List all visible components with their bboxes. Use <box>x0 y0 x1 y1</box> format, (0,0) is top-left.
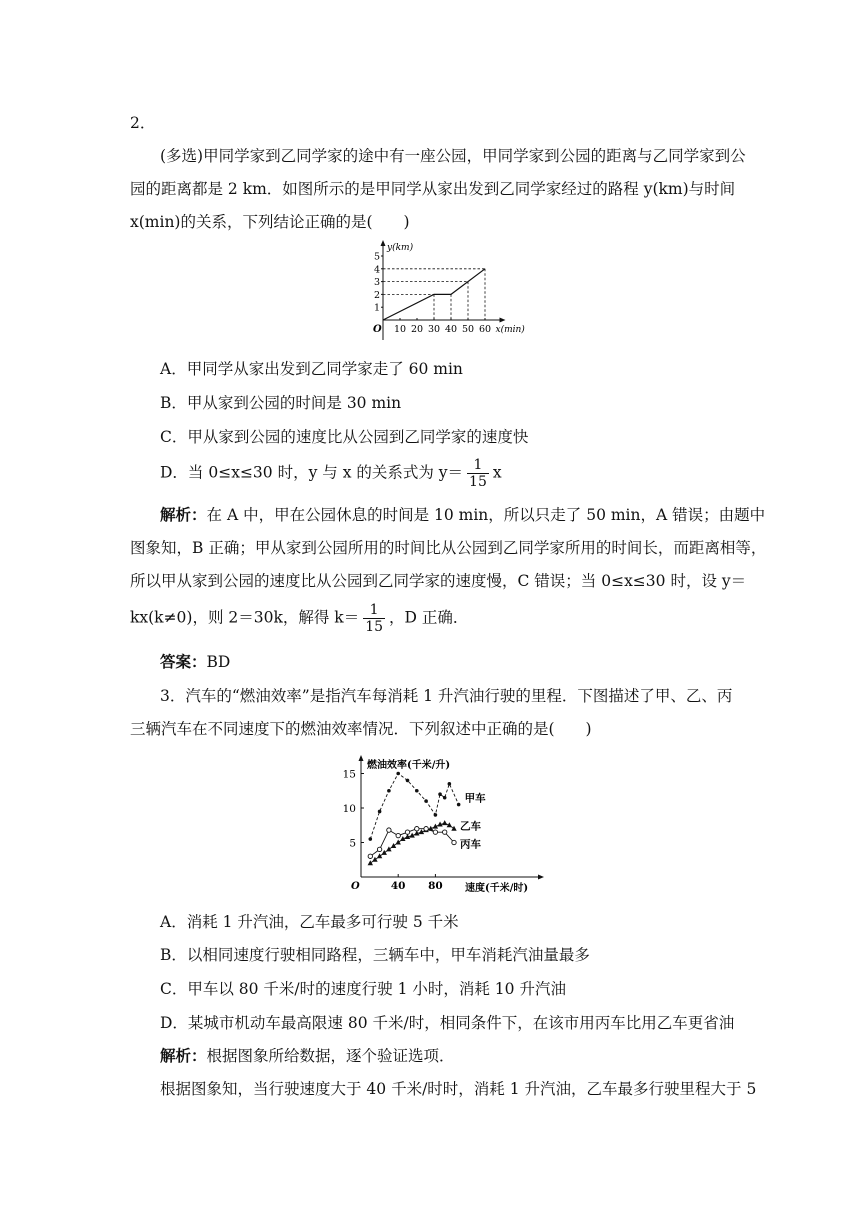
data-point-dot <box>378 810 382 814</box>
y-axis-label: y(km) <box>387 243 414 253</box>
x-tick-label: 40 <box>444 324 458 335</box>
data-point-circle <box>443 830 447 834</box>
series-label: 丙车 <box>460 838 481 851</box>
data-point-dot <box>406 779 410 783</box>
data-point-triangle <box>396 840 401 845</box>
data-point-dot <box>369 837 373 841</box>
series-label: 甲车 <box>464 792 486 805</box>
x-tick-label: 60 <box>478 324 492 335</box>
question-3-analysis-line-1 <box>160 1045 455 1067</box>
x-tick-label: 20 <box>410 324 424 335</box>
question-2-option-d[interactable] <box>160 457 502 490</box>
option-d-suffix: x <box>492 463 502 482</box>
x-axis-label: 速度(千米/时) <box>465 883 529 894</box>
fraction <box>467 457 489 490</box>
chart-distance-time <box>360 238 540 344</box>
analysis-line-4-prefix: kx(k≠0)，则 2＝30k，解得 k＝ <box>130 608 360 627</box>
data-point-dot <box>438 792 442 796</box>
data-point-triangle <box>451 826 456 831</box>
question-3-stem-line-1: 3．汽车的“燃油效率”是指汽车每消耗 1 升汽油行驶的里程．下图描述了甲、乙、丙 <box>160 687 733 705</box>
option-d-prefix: D．当 0≤x≤30 时，y 与 x 的关系式为 y＝ <box>160 463 464 482</box>
data-point-triangle <box>372 857 377 862</box>
analysis-text: 在 A 中，甲在公园休息的时间是 10 min，所以只走了 50 min，A 错误；由题中 <box>206 506 766 524</box>
analysis-text: 根据图象所给数据，逐个验证选项． <box>206 1047 455 1065</box>
question-3-analysis-line-2: 根据图象知，当行驶速度大于 40 千米/时时，消耗 1 升汽油，乙车最多行驶里程大于 5 <box>160 1080 757 1098</box>
question-2-answer <box>160 651 230 673</box>
question-2-analysis-line-1 <box>160 504 765 526</box>
x-axis-label: x(min) <box>495 325 525 335</box>
data-point-circle <box>452 840 456 844</box>
data-point-circle <box>377 847 381 851</box>
y-axis-label: 燃油效率(千米/升) <box>367 760 451 771</box>
data-point-triangle <box>368 860 373 865</box>
data-point-triangle <box>391 843 396 848</box>
data-point-dot <box>424 799 428 803</box>
question-2-analysis-line-3: 所以甲从家到公园的速度比从公园到乙同学家的速度慢，C 错误；当 0≤x≤30 时，设 y＝ <box>130 572 747 590</box>
analysis-line-4-suffix: ，D 正确． <box>389 608 469 627</box>
question-3-option-d[interactable]: D．某城市机动车最高限速 80 千米/时，相同条件下，在该市用丙车比用乙车更省油 <box>160 1014 735 1032</box>
data-point-circle <box>424 827 428 831</box>
analysis-label: 解析： <box>160 505 207 524</box>
y-tick-label: 5 <box>349 837 356 850</box>
data-point-circle <box>433 830 437 834</box>
origin-label: O <box>351 881 360 892</box>
question-2-stem-line-3: x(min)的关系，下列结论正确的是( ) <box>130 213 410 231</box>
question-3-option-c[interactable]: C．甲车以 80 千米/时的速度行驶 1 小时，消耗 10 升汽油 <box>160 980 566 998</box>
analysis-label: 解析： <box>160 1046 207 1065</box>
y-tick-label: 10 <box>342 803 356 815</box>
data-point-circle <box>396 833 400 837</box>
question-2-number: 2． <box>130 114 156 132</box>
data-point-dot <box>443 796 447 800</box>
y-tick-label: 4 <box>374 264 381 276</box>
data-point-triangle <box>386 846 391 851</box>
data-point-dot <box>448 782 452 786</box>
chart-fuel-efficiency <box>335 752 550 894</box>
x-tick-label: 40 <box>390 880 406 892</box>
question-3-stem-line-2: 三辆汽车在不同速度下的燃油效率情况．下列叙述中正确的是( ) <box>130 720 592 738</box>
question-2-analysis-line-4 <box>130 602 468 635</box>
x-axis-arrow <box>500 318 506 323</box>
fraction-numerator: 1 <box>363 602 385 619</box>
question-2-option-c[interactable]: C．甲从家到公园的速度比从公园到乙同学家的速度快 <box>160 428 529 446</box>
fraction <box>363 602 385 635</box>
answer-label: 答案： <box>160 652 207 671</box>
question-3-option-a[interactable]: A．消耗 1 升汽油，乙车最多可行驶 5 千米 <box>160 913 459 931</box>
x-axis-arrow <box>538 875 544 880</box>
data-point-triangle <box>442 820 447 825</box>
question-3-option-b[interactable]: B．以相同速度行驶相同路程，三辆车中，甲车消耗汽油量最多 <box>160 946 590 964</box>
data-point-circle <box>387 828 391 832</box>
question-2-stem-line-2: 园的距离都是 2 km．如图所示的是甲同学从家出发到乙同学家经过的路程 y(km)与时间 <box>130 180 736 198</box>
question-2-analysis-line-2: 图象知，B 正确；甲从家到公园所用的时间比从公园到乙同学家所用的时间长，而距离相等， <box>130 539 767 557</box>
data-point-dot <box>396 772 400 776</box>
y-tick-label: 15 <box>342 768 356 781</box>
series-label: 乙车 <box>460 820 481 833</box>
fraction-denominator: 15 <box>365 619 384 635</box>
data-point-triangle <box>382 850 387 855</box>
y-tick-label: 3 <box>374 277 381 289</box>
answer-value: BD <box>206 653 231 671</box>
data-point-triangle <box>377 853 382 858</box>
y-tick-label: 1 <box>374 302 381 314</box>
y-tick-label: 5 <box>374 251 381 263</box>
fraction-numerator: 1 <box>467 457 489 474</box>
data-point-dot <box>415 789 419 793</box>
y-axis-arrow <box>381 240 386 246</box>
data-point-dot <box>434 813 438 817</box>
data-point-dot <box>387 789 391 793</box>
y-tick-label: 2 <box>374 289 381 301</box>
data-point-circle <box>415 827 419 831</box>
data-point-circle <box>405 830 409 834</box>
data-point-dot <box>457 803 461 807</box>
x-tick-label: 30 <box>427 324 441 335</box>
question-2-stem-line-1: (多选)甲同学家到乙同学家的途中有一座公园，甲同学家到公园的距离与乙同学家到公 <box>160 147 746 165</box>
x-tick-label: 50 <box>461 324 475 335</box>
x-tick-label: 10 <box>393 324 407 335</box>
fraction-denominator: 15 <box>469 474 487 490</box>
question-2-option-a[interactable]: A．甲同学从家出发到乙同学家走了 60 min <box>160 360 463 378</box>
origin-label: O <box>373 324 382 335</box>
x-tick-label: 80 <box>428 880 443 892</box>
y-axis-arrow <box>359 755 364 761</box>
question-2-option-b[interactable]: B．甲从家到公园的时间是 30 min <box>160 394 402 412</box>
data-point-circle <box>368 854 372 858</box>
